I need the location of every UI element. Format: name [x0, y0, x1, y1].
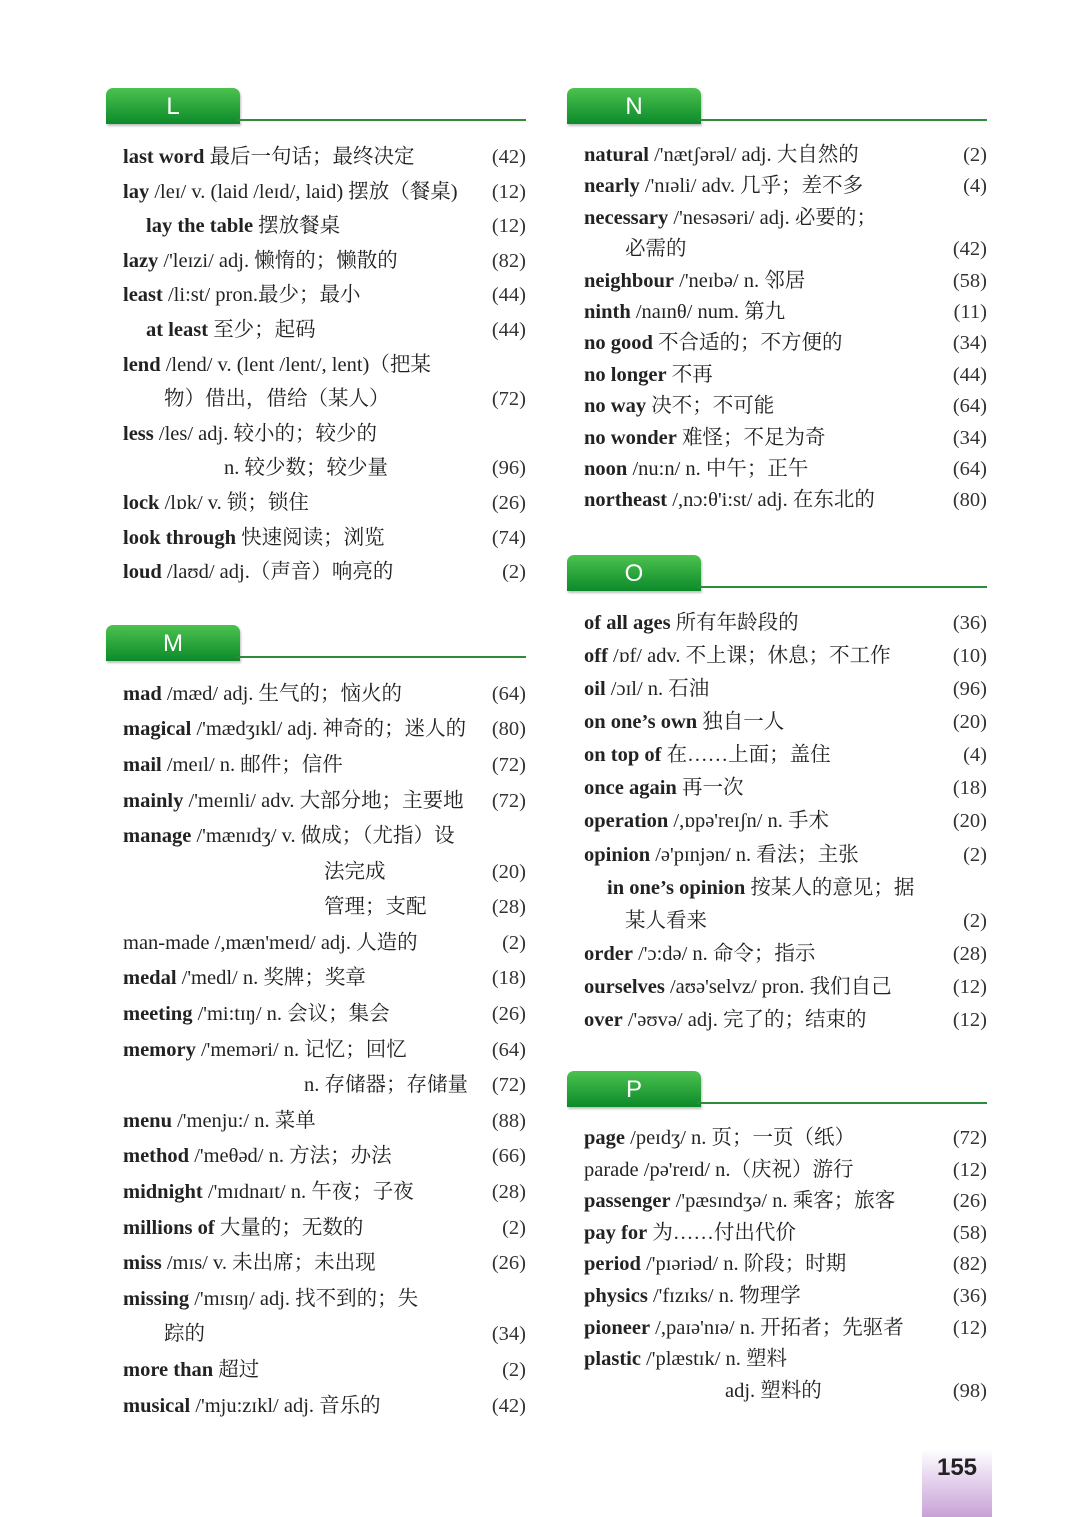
entry: [567, 391, 987, 422]
headword: lay the table: [146, 215, 254, 238]
definition: /'neɪbə/ n. 邻居: [674, 269, 806, 292]
definition: /meɪl/ n. 邮件；信件: [161, 753, 343, 776]
page-ref: (80): [491, 718, 526, 741]
page-ref: (2): [963, 144, 987, 166]
headword: physics: [584, 1285, 648, 1308]
definition: /leɪ/ v. (laid /leɪd/, laid) 摆放（餐桌): [149, 180, 458, 203]
page-ref: (36): [952, 611, 987, 634]
headword: least: [123, 284, 163, 307]
entry: [106, 175, 526, 210]
definition: /'mɪsɪŋ/ adj. 找不到的；失: [189, 1287, 419, 1310]
page-ref: (26): [952, 1190, 987, 1213]
headword: no good: [584, 332, 653, 355]
definition: /mɪs/ v. 未出席；未出现: [161, 1252, 376, 1275]
entry: [567, 872, 987, 905]
entry: [567, 805, 987, 838]
definition: /'fɪzɪks/ n. 物理学: [647, 1285, 801, 1308]
entry: [567, 1155, 987, 1187]
definition: /'ɔ:də/ n. 命令；指示: [632, 942, 816, 965]
definition: /li:st/ pron.最少；最小: [162, 284, 361, 307]
definition: /ɔɪl/ n. 石油: [605, 678, 710, 701]
page-ref: (58): [952, 269, 987, 292]
entry: [106, 677, 526, 713]
page-ref: (34): [952, 332, 987, 355]
page-ref: (42): [952, 238, 987, 261]
definition: /'mɪdnaɪt/ n. 午夜；子夜: [202, 1181, 414, 1204]
headword: on top of: [584, 744, 662, 767]
definition: /'mædʒɪkl/ adj. 神奇的；迷人的: [191, 718, 467, 741]
entry: [567, 673, 987, 706]
definition: /'meθəd/ n. 方法；办法: [189, 1145, 392, 1168]
page-ref: (72): [952, 1127, 987, 1150]
definition: /'meməri/ n. 记忆；回忆: [195, 1038, 407, 1061]
headword: once again: [584, 777, 677, 800]
headword: last word: [123, 146, 205, 168]
headword: of all ages: [584, 611, 671, 634]
definition: /lend/ v. (lent /lent/, lent)（把某: [160, 353, 431, 376]
definition: /lɒk/ v. 锁；锁住: [159, 491, 309, 514]
headword: lend: [123, 353, 161, 376]
headword: less: [123, 422, 154, 445]
page-ref: (2): [963, 909, 987, 932]
definition: 法完成: [324, 860, 386, 883]
definition: 再一次: [676, 777, 744, 800]
definition: adj. 塑料的: [725, 1379, 822, 1402]
definition: /les/ adj. 较小的；较少的: [153, 422, 377, 445]
definition: /'nɪəli/ adv. 几乎；差不多: [639, 175, 864, 198]
page-ref: (44): [952, 363, 987, 386]
page-ref: (2): [502, 1359, 526, 1381]
definition: n. 存储器；存储量: [304, 1074, 468, 1097]
definition: 某人看来: [625, 909, 707, 932]
section-rule: [697, 1102, 987, 1104]
definition: /'pæsɪndʒə/ n. 乘客；旅客: [670, 1190, 896, 1213]
entry: [567, 839, 987, 872]
headword: operation: [584, 810, 669, 833]
definition: 物）借出，借给（某人）: [164, 388, 390, 411]
headword: passenger: [584, 1190, 671, 1213]
headword: lazy: [123, 249, 159, 272]
definition: 快速阅读；浏览: [235, 526, 385, 549]
definition: 为……付出代价: [647, 1221, 796, 1244]
page-ref: (12): [952, 975, 987, 998]
entry-continuation: [106, 1317, 526, 1353]
section-n: [567, 88, 987, 517]
headword: at least: [146, 318, 209, 341]
definition: /'meɪnli/ adv. 大部分地；主要地: [183, 789, 464, 812]
page-ref: (64): [491, 1038, 526, 1061]
entry-continuation: [567, 1376, 987, 1408]
definition: 至少；起码: [208, 318, 316, 341]
headword: musical: [123, 1394, 191, 1417]
headword: opinion: [584, 843, 651, 866]
page-ref: (20): [952, 711, 987, 734]
entry-continuation: [106, 1068, 526, 1104]
headword: manage: [123, 825, 192, 848]
entry: [567, 1123, 987, 1155]
page-ref: (44): [491, 318, 526, 341]
page-ref: (10): [952, 644, 987, 667]
headword: noon: [584, 458, 628, 481]
definition: /laʊd/ adj.（声音）响亮的: [161, 561, 394, 584]
definition: 不合适的；不方便的: [652, 332, 843, 355]
entry-continuation: [106, 890, 526, 926]
entry: [567, 607, 987, 640]
entry: [106, 1389, 526, 1425]
section-header-n: [567, 88, 987, 132]
headword: neighbour: [584, 269, 674, 292]
entry: [567, 971, 987, 1004]
entry: [567, 171, 987, 202]
page-ref: (42): [491, 146, 526, 168]
headword: mainly: [123, 789, 184, 812]
headword: more than: [123, 1359, 214, 1381]
page-ref: (74): [491, 526, 526, 549]
definition: 按某人的意见；据: [745, 876, 915, 899]
headword: lay: [123, 180, 150, 203]
definition: /,ɒpə'reɪʃn/ n. 手术: [668, 810, 830, 833]
section-rule: [236, 119, 526, 121]
page-ref: (36): [952, 1285, 987, 1308]
page-ref: (12): [952, 1158, 987, 1181]
page-ref: (96): [491, 457, 526, 480]
definition: parade /pə'reɪd/ n.（庆祝）游行: [584, 1158, 854, 1181]
entry: [567, 140, 987, 171]
headword: lock: [123, 491, 160, 514]
headword: missing: [123, 1287, 190, 1310]
page-ref: (72): [491, 753, 526, 776]
headword: off: [584, 644, 608, 667]
definition: /'mænɪdʒ/ v. 做成；（尤指）设: [191, 825, 455, 848]
page-ref: (34): [491, 1323, 526, 1346]
entry: [567, 1281, 987, 1313]
entry: [106, 140, 526, 175]
entry: [106, 521, 526, 556]
section-tab-o: O: [567, 555, 701, 591]
entry: [567, 328, 987, 359]
entry: [106, 1033, 526, 1069]
headword: medal: [123, 967, 177, 990]
section-tab-l: L: [106, 88, 240, 124]
headword: over: [584, 1009, 623, 1031]
definition: /'menju:/ n. 菜单: [171, 1109, 316, 1132]
section-header-p: [567, 1071, 987, 1115]
entry: [567, 739, 987, 772]
headword: no wonder: [584, 426, 677, 449]
definition: 必需的: [625, 238, 687, 261]
page-ref: (98): [952, 1379, 987, 1402]
entry: [567, 938, 987, 971]
headword: on one’s own: [584, 711, 698, 734]
entry: [106, 1175, 526, 1211]
entry-continuation: [567, 905, 987, 938]
entry: [106, 244, 526, 279]
section-l: [106, 88, 526, 590]
entry: [106, 1139, 526, 1175]
entry: [106, 209, 526, 244]
definition: /'nætʃərəl/ adj. 大自然的: [648, 144, 859, 166]
section-rule: [697, 586, 987, 588]
entry-list-m: [106, 677, 526, 1424]
page-ref: (2): [963, 843, 987, 866]
entry: [567, 1004, 987, 1037]
headword: meeting: [123, 1003, 193, 1026]
page-ref: (34): [952, 426, 987, 449]
entry: [106, 997, 526, 1033]
section-m: [106, 625, 526, 1424]
page-ref: (82): [491, 249, 526, 272]
entry: [106, 961, 526, 997]
page-ref: (12): [952, 1009, 987, 1031]
entry: [106, 555, 526, 590]
entry: [567, 485, 987, 516]
definition: /nu:n/ n. 中午；正午: [627, 458, 809, 481]
definition: 大量的；无数的: [214, 1216, 364, 1239]
page-ref: (42): [491, 1394, 526, 1417]
entry: [106, 1282, 526, 1318]
entry-list-l: [106, 140, 526, 590]
right-column: [567, 88, 987, 1407]
entry: [106, 1246, 526, 1282]
page-ref: (2): [502, 931, 526, 954]
page-ref: (18): [491, 967, 526, 990]
headword: millions of: [123, 1216, 215, 1239]
headword: page: [584, 1127, 625, 1150]
definition: 管理；支配: [324, 896, 427, 919]
headword: midnight: [123, 1181, 203, 1204]
section-tab-m: M: [106, 625, 240, 661]
definition: /'əʊvə/ adj. 完了的；结束的: [622, 1009, 867, 1031]
entry-continuation: [106, 382, 526, 417]
headword: pioneer: [584, 1316, 651, 1339]
entry-continuation: [106, 451, 526, 486]
section-p: [567, 1071, 987, 1407]
definition: /aʊə'selvz/ pron. 我们自己: [664, 975, 892, 998]
definition: /ə'pɪnjən/ n. 看法；主张: [650, 843, 859, 866]
definition: /'medl/ n. 奖牌；奖章: [176, 967, 366, 990]
entry: [106, 417, 526, 452]
headword: look through: [123, 526, 236, 549]
definition: /'pɪəriəd/ n. 阶段；时期: [640, 1253, 847, 1276]
entry: [567, 360, 987, 391]
page-ref: (18): [952, 777, 987, 800]
page-ref: (4): [963, 744, 987, 767]
section-header-m: [106, 625, 526, 669]
page-ref: (11): [953, 301, 987, 324]
entry: [567, 1313, 987, 1345]
headword: northeast: [584, 489, 668, 512]
entry-list-p: [567, 1123, 987, 1407]
section-tab-p: P: [567, 1071, 701, 1107]
headword: method: [123, 1145, 190, 1168]
definition: /ɒf/ adv. 不上课；休息；不工作: [607, 644, 891, 667]
headword: no way: [584, 395, 647, 418]
page-ref: (20): [491, 860, 526, 883]
page-ref: (2): [502, 1216, 526, 1239]
headword: memory: [123, 1038, 196, 1061]
section-header-o: [567, 555, 987, 599]
definition: n. 较少数；较少量: [224, 457, 388, 480]
page-ref: (58): [952, 1221, 987, 1244]
definition: 超过: [213, 1359, 260, 1381]
entry: [106, 1104, 526, 1140]
page-ref: (26): [491, 491, 526, 514]
page-ref: (80): [952, 489, 987, 512]
definition: man-made /,mæn'meɪd/ adj. 人造的: [123, 931, 418, 954]
headword: natural: [584, 144, 649, 166]
entry: [567, 1218, 987, 1250]
definition: 不再: [666, 363, 713, 386]
page-ref: (66): [491, 1145, 526, 1168]
page-ref: (96): [952, 678, 987, 701]
entry: [106, 278, 526, 313]
definition: 独自一人: [697, 711, 785, 734]
page-ref: (64): [952, 458, 987, 481]
definition: /'mi:tɪŋ/ n. 会议；集会: [192, 1003, 390, 1026]
page-ref: (28): [491, 1181, 526, 1204]
headword: nearly: [584, 175, 640, 198]
entry: [106, 926, 526, 962]
definition: /'nesəsəri/ adj. 必要的；: [668, 206, 877, 229]
page-ref: (20): [952, 810, 987, 833]
definition: /naɪnθ/ num. 第九: [630, 301, 786, 324]
page-ref: (12): [952, 1316, 987, 1339]
headword: necessary: [584, 206, 669, 229]
entry: [567, 640, 987, 673]
left-column: [106, 88, 526, 1424]
definition: 难怪；不足为奇: [676, 426, 826, 449]
definition: /,nɔ:θ'i:st/ adj. 在东北的: [667, 489, 875, 512]
page-ref: (72): [491, 789, 526, 812]
entry: [106, 313, 526, 348]
page-ref: (2): [502, 561, 526, 584]
page-ref: (44): [491, 284, 526, 307]
page-ref: (12): [491, 215, 526, 238]
headword: no longer: [584, 363, 667, 386]
entry: [106, 712, 526, 748]
entry: [106, 486, 526, 521]
headword: order: [584, 942, 633, 965]
section-header-l: [106, 88, 526, 132]
page-number: 155: [922, 1449, 992, 1517]
definition: 决不；不可能: [646, 395, 775, 418]
page-ref: (4): [963, 175, 987, 198]
page-ref: (64): [491, 682, 526, 705]
entry: [567, 454, 987, 485]
entry: [567, 706, 987, 739]
definition: /'leɪzi/ adj. 懒惰的；懒散的: [158, 249, 398, 272]
definition: 最后一句话；最终决定: [204, 146, 415, 168]
headword: mad: [123, 682, 162, 705]
entry: [567, 1249, 987, 1281]
headword: oil: [584, 678, 606, 701]
definition: /mæd/ adj. 生气的；恼火的: [161, 682, 403, 705]
page-ref: (26): [491, 1252, 526, 1275]
entry: [567, 266, 987, 297]
definition: /'plæstɪk/ n. 塑料: [640, 1348, 788, 1371]
entry: [567, 1344, 987, 1376]
page-ref: (12): [491, 180, 526, 203]
entry: [106, 1353, 526, 1389]
definition: 所有年龄段的: [670, 611, 799, 634]
entry: [106, 819, 526, 855]
definition: /peɪdʒ/ n. 页；一页（纸）: [625, 1127, 856, 1150]
headword: ourselves: [584, 975, 665, 998]
page-ref: (28): [491, 896, 526, 919]
page-ref: (72): [491, 388, 526, 411]
section-rule: [236, 656, 526, 658]
headword: loud: [123, 561, 162, 584]
definition: 在……上面；盖住: [661, 744, 831, 767]
section-o: [567, 555, 987, 1037]
entry-list-o: [567, 607, 987, 1037]
definition: /'mju:zɪkl/ adj. 音乐的: [190, 1394, 381, 1417]
entry: [106, 348, 526, 383]
page-ref: (82): [952, 1253, 987, 1276]
entry: [567, 772, 987, 805]
entry-continuation: [106, 855, 526, 891]
headword: plastic: [584, 1348, 641, 1371]
definition: 摆放餐桌: [253, 215, 341, 238]
page-ref: (28): [952, 942, 987, 965]
entry: [567, 203, 987, 234]
headword: pay for: [584, 1221, 648, 1244]
section-tab-n: N: [567, 88, 701, 124]
page-ref: (88): [491, 1109, 526, 1132]
page-ref: (26): [491, 1003, 526, 1026]
entry: [106, 1211, 526, 1247]
entry: [567, 1186, 987, 1218]
entry: [567, 423, 987, 454]
definition: /,paɪə'nɪə/ n. 开拓者；先驱者: [650, 1316, 904, 1339]
entry: [106, 748, 526, 784]
headword: miss: [123, 1252, 162, 1275]
entry: [567, 297, 987, 328]
headword: mail: [123, 753, 162, 776]
headword: in one’s opinion: [607, 876, 746, 899]
headword: period: [584, 1253, 641, 1276]
headword: menu: [123, 1109, 172, 1132]
entry-list-n: [567, 140, 987, 517]
entry-continuation: [567, 234, 987, 265]
headword: ninth: [584, 301, 631, 324]
headword: magical: [123, 718, 192, 741]
page-ref: (64): [952, 395, 987, 418]
entry: [106, 784, 526, 820]
page-ref: (72): [491, 1074, 526, 1097]
section-rule: [697, 119, 987, 121]
definition: 踪的: [164, 1323, 205, 1346]
